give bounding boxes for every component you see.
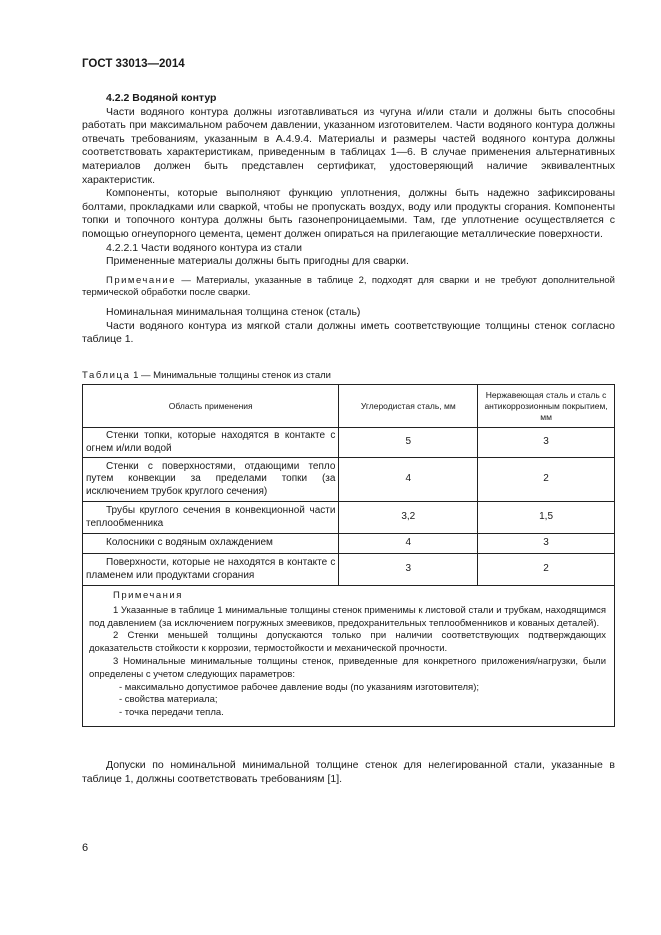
- note-list-item: - точка передачи тепла.: [119, 707, 224, 719]
- header-carbon-steel: Углеродистая сталь, мм: [339, 385, 478, 428]
- note-list-item: - максимально допустимое рабочее давление воды (по указаниям изготовителя);: [119, 681, 480, 693]
- table-note: 3 Номинальные минимальные толщины стенок, приведенные для конкретного приложения/нагрузки, были определены с учетом следующих параметров:: [89, 655, 606, 680]
- table-notes-row: [83, 586, 615, 727]
- after-table-text: [82, 758, 615, 786]
- cell-area: Трубы круглого сечения в конвекционной части теплообменника: [86, 505, 336, 529]
- table-row: [83, 534, 615, 554]
- cell-carbon: 4: [339, 458, 478, 502]
- table-header-row: [83, 385, 615, 428]
- cell-carbon: 5: [339, 428, 478, 458]
- paragraph: Части водяного контура из мягкой стали должны иметь соответствующие толщины стенок согласно таблице 1.: [82, 319, 615, 346]
- paragraph: Допуски по номинальной минимальной толщине стенок для нелегированной стали, указанные в таблице 1, должны соответствовать требованиям [1].: [82, 759, 615, 785]
- table-row: [83, 428, 615, 458]
- cell-stainless: 2: [478, 554, 615, 586]
- section-body: [82, 92, 615, 347]
- note-text: — Материалы, указанные в таблице 2, подходят для сварки и не требуют дополнительной термической обработки после сварки.: [82, 274, 615, 299]
- paragraph: Части водяного контура должны изготавливаться из чугуна и/или стали и должны быть способны работать при максимальном рабочем давлении, указанном изготовителем. Части водяного контура должны отвечать требованиям, указанным в А.4.9.4. Материалы и размеры частей водяного контура должны соответствовать характеристикам, приведенным в таблицах 1—6. В случае применения альтернативных материалов должен быть представлен сертификат, удостоверяющий наличие эквивалентных характеристик.: [82, 105, 615, 186]
- cell-area: Колосники с водяным охлаждением: [106, 537, 273, 549]
- section-heading: 4.2.2 Водяной контур: [106, 92, 217, 104]
- notes-title: Примечания: [113, 590, 183, 601]
- document-id: ГОСТ 33013—2014: [82, 58, 185, 70]
- cell-carbon: 3: [339, 554, 478, 586]
- cell-stainless: 2: [478, 458, 615, 502]
- table-caption: [82, 370, 331, 381]
- cell-stainless: 3: [478, 534, 615, 554]
- table-caption-text: 1 — Минимальные толщины стенок из стали: [130, 370, 331, 381]
- note: [82, 275, 615, 300]
- table-row: [83, 458, 615, 502]
- cell-area: Поверхности, которые не находятся в контакте с пламенем или продуктами сгорания: [86, 557, 336, 581]
- header-area: Область применения: [83, 385, 339, 428]
- subsection-heading: 4.2.2.1 Части водяного контура из стали: [106, 241, 302, 254]
- table-caption-label: Таблица: [82, 370, 131, 381]
- cell-carbon: 4: [339, 534, 478, 554]
- table-note: 2 Стенки меньшей толщины допускаются только при наличии соответствующих подтверждающих доказательств стойкости к коррозии, термостойкости и механической прочности.: [89, 630, 606, 655]
- page-number: 6: [82, 842, 89, 854]
- cell-area: Стенки топки, которые находятся в контакте с огнем и/или водой: [86, 430, 336, 454]
- table-note: 1 Указанные в таблице 1 минимальные толщины стенок применимы к листовой стали и трубкам, находящимся под давлением (за исключением погружных змеевиков, предохранительных теплообменников и кованых деталей).: [89, 604, 606, 629]
- note-list-item: - свойства материала;: [119, 694, 218, 706]
- paragraph: Примененные материалы должны быть пригодны для сварки.: [106, 255, 409, 268]
- cell-stainless: 3: [478, 428, 615, 458]
- table-row: [83, 554, 615, 586]
- header-stainless-steel: Нержавеющая сталь и сталь с антикоррозионным покрытием, мм: [478, 385, 615, 428]
- cell-carbon: 3,2: [339, 502, 478, 534]
- table-notes: [89, 590, 606, 720]
- thickness-table: [82, 384, 615, 727]
- cell-stainless: 1,5: [478, 502, 615, 534]
- table-row: [83, 502, 615, 534]
- note-label: Примечание: [106, 274, 176, 286]
- cell-area: Стенки с поверхностями, отдающими тепло путем конвекции за пределами топки (за исключением трубок круглого сечения): [86, 460, 336, 497]
- paragraph: Компоненты, которые выполняют функцию уплотнения, должны быть надежно зафиксированы болтами, прокладками или сваркой, чтобы не пропускать воздух, воду или продукты сгорания. Компоненты топки и топочного контура должны быть газонепроницаемыми. Там, где уплотнение осуществляется с помощью огнеупорного цемента, цемент должен опираться на прилегающие металлические поверхности.: [82, 187, 615, 240]
- nominal-heading: Номинальная минимальная толщина стенок (сталь): [106, 305, 361, 318]
